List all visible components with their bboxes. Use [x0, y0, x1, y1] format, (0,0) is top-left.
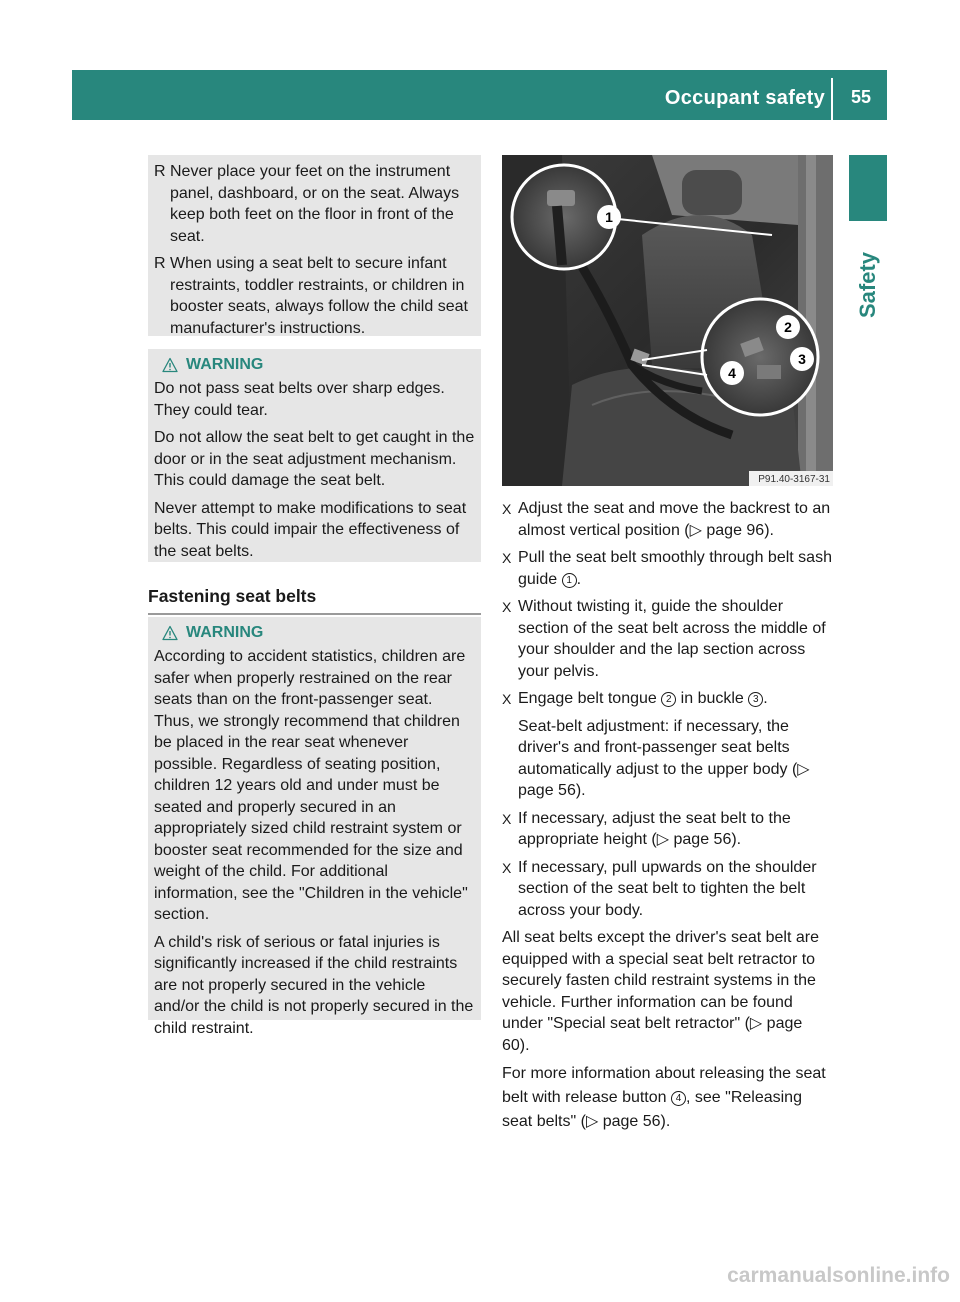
side-tab-marker: [849, 155, 887, 221]
warning-box-1: [148, 349, 481, 562]
bullet-marker: R: [154, 255, 166, 272]
car-interior-illustration: [502, 155, 833, 486]
body-paragraph: All seat belts except the driver's seat belt are equipped with a special seat belt retractor to securely fasten child restraint systems in the vehicle. Further information can be found under "Special seat belt retractor" (▷ page 60).: [502, 929, 819, 1054]
warning-paragraph: Do not allow the seat belt to get caught in the door or in the seat adjustment mechanism. This could damage the seat belt.: [154, 429, 475, 489]
step-text: .: [576, 570, 582, 588]
header-divider: [831, 78, 833, 120]
figure-code: P91.40-3167-31: [758, 474, 830, 485]
warning-paragraph: According to accident statistics, children are safer when properly restrained on the rear seats than on the front-passenger seat. Thus, we strongly recommend that children be placed in the rear seat whenever possible. Regardless of seating position, children 12 years old and under must be seated and properly secured in an appropriately sized child restraint system or booster seat recommended for the size and weight of the child. For additional information, see the "Children in the vehicle" section.: [154, 648, 468, 923]
step-item: [502, 808, 834, 851]
section-heading: Fastening seat belts: [148, 586, 481, 615]
callout-2-label: 2: [784, 319, 792, 335]
callout-4-label: 4: [728, 365, 736, 381]
bullet-box: [148, 155, 481, 336]
callout-ref-1: 1: [562, 573, 577, 588]
callout-3-label: 3: [798, 351, 806, 367]
side-tab-text: Safety: [855, 251, 880, 319]
site-watermark: carmanualsonline.info: [727, 1264, 950, 1287]
warning-triangle-icon: [162, 625, 178, 641]
callout-ref-3: 3: [748, 692, 763, 707]
body-paragraph: [502, 1062, 834, 1134]
paragraph-text: , see "Releasing seat belts" (▷ page 56).: [502, 1089, 802, 1130]
step-marker: X: [502, 501, 512, 517]
step-text: Without twisting it, guide the shoulder section of the seat belt across the middle of your shoulder and the lap section across your pelvis.: [518, 598, 826, 680]
callout-ref-2: 2: [661, 692, 676, 707]
list-item: [154, 253, 473, 339]
callout-ref-4: 4: [671, 1091, 686, 1106]
step-result: Seat-belt adjustment: if necessary, the driver's and front-passenger seat belts automatically adjust to the upper body (▷ page 56).: [518, 717, 810, 799]
chapter-title: Occupant safety: [664, 87, 825, 109]
warning-heading: [154, 622, 475, 644]
step-marker: X: [502, 550, 512, 566]
step-text: in buckle: [676, 690, 749, 707]
warning-paragraph: Do not pass seat belts over sharp edges. They could tear.: [154, 380, 445, 419]
step-text: Adjust the seat and move the backrest to an almost vertical position (▷ page 96).: [518, 500, 831, 539]
step-item: [502, 596, 834, 682]
step-item: [502, 547, 834, 590]
page-number: 55: [850, 87, 871, 107]
warning-title: WARNING: [186, 356, 264, 373]
step-marker: X: [502, 599, 512, 615]
warning-paragraph: A child's risk of serious or fatal injuries is significantly increased if the child restraints are not properly secured in the vehicle and/or the child is not properly secured in the child restraint.: [154, 933, 474, 1037]
step-item: [502, 688, 834, 710]
callout-1-label: 1: [605, 209, 613, 225]
step-text: If necessary, pull upwards on the shoulder section of the seat belt to tighten the belt across your body.: [518, 858, 817, 919]
step-text: .: [763, 690, 768, 707]
warning-heading: [154, 354, 475, 376]
warning-triangle-icon: [162, 357, 178, 373]
warning-box-2: [148, 617, 481, 1037]
step-text: If necessary, adjust the seat belt to the appropriate height (▷ page 56).: [518, 809, 791, 848]
step-marker: X: [502, 859, 512, 876]
seat-belt-photo: [502, 155, 833, 486]
step-item: [502, 498, 834, 541]
warning-paragraph: Never attempt to make modifications to seat belts. This could impair the effectiveness of the seat belts.: [154, 499, 467, 560]
step-item: [502, 857, 834, 922]
list-item: [154, 161, 473, 247]
step-marker: X: [502, 691, 512, 707]
bullet-marker: R: [154, 163, 166, 180]
bullet-text: When using a seat belt to secure infant restraints, toddler restraints, or children in booster seats, always follow the child seat manufacturer's instructions.: [170, 255, 468, 337]
step-marker: X: [502, 810, 512, 827]
bullet-text: Never place your feet on the instrument panel, dashboard, or on the seat. Always keep both feet on the floor in front of the seat.: [170, 163, 460, 245]
side-tab-label: [848, 230, 888, 340]
header-bar: [72, 70, 887, 120]
warning-title: WARNING: [186, 624, 264, 641]
instructions: [502, 498, 834, 1134]
paragraph-text: For more information about releasing the seat belt with release button: [502, 1065, 826, 1106]
step-text: Pull the seat belt smoothly through belt sash guide: [518, 549, 832, 588]
step-text: Engage belt tongue: [518, 690, 662, 707]
